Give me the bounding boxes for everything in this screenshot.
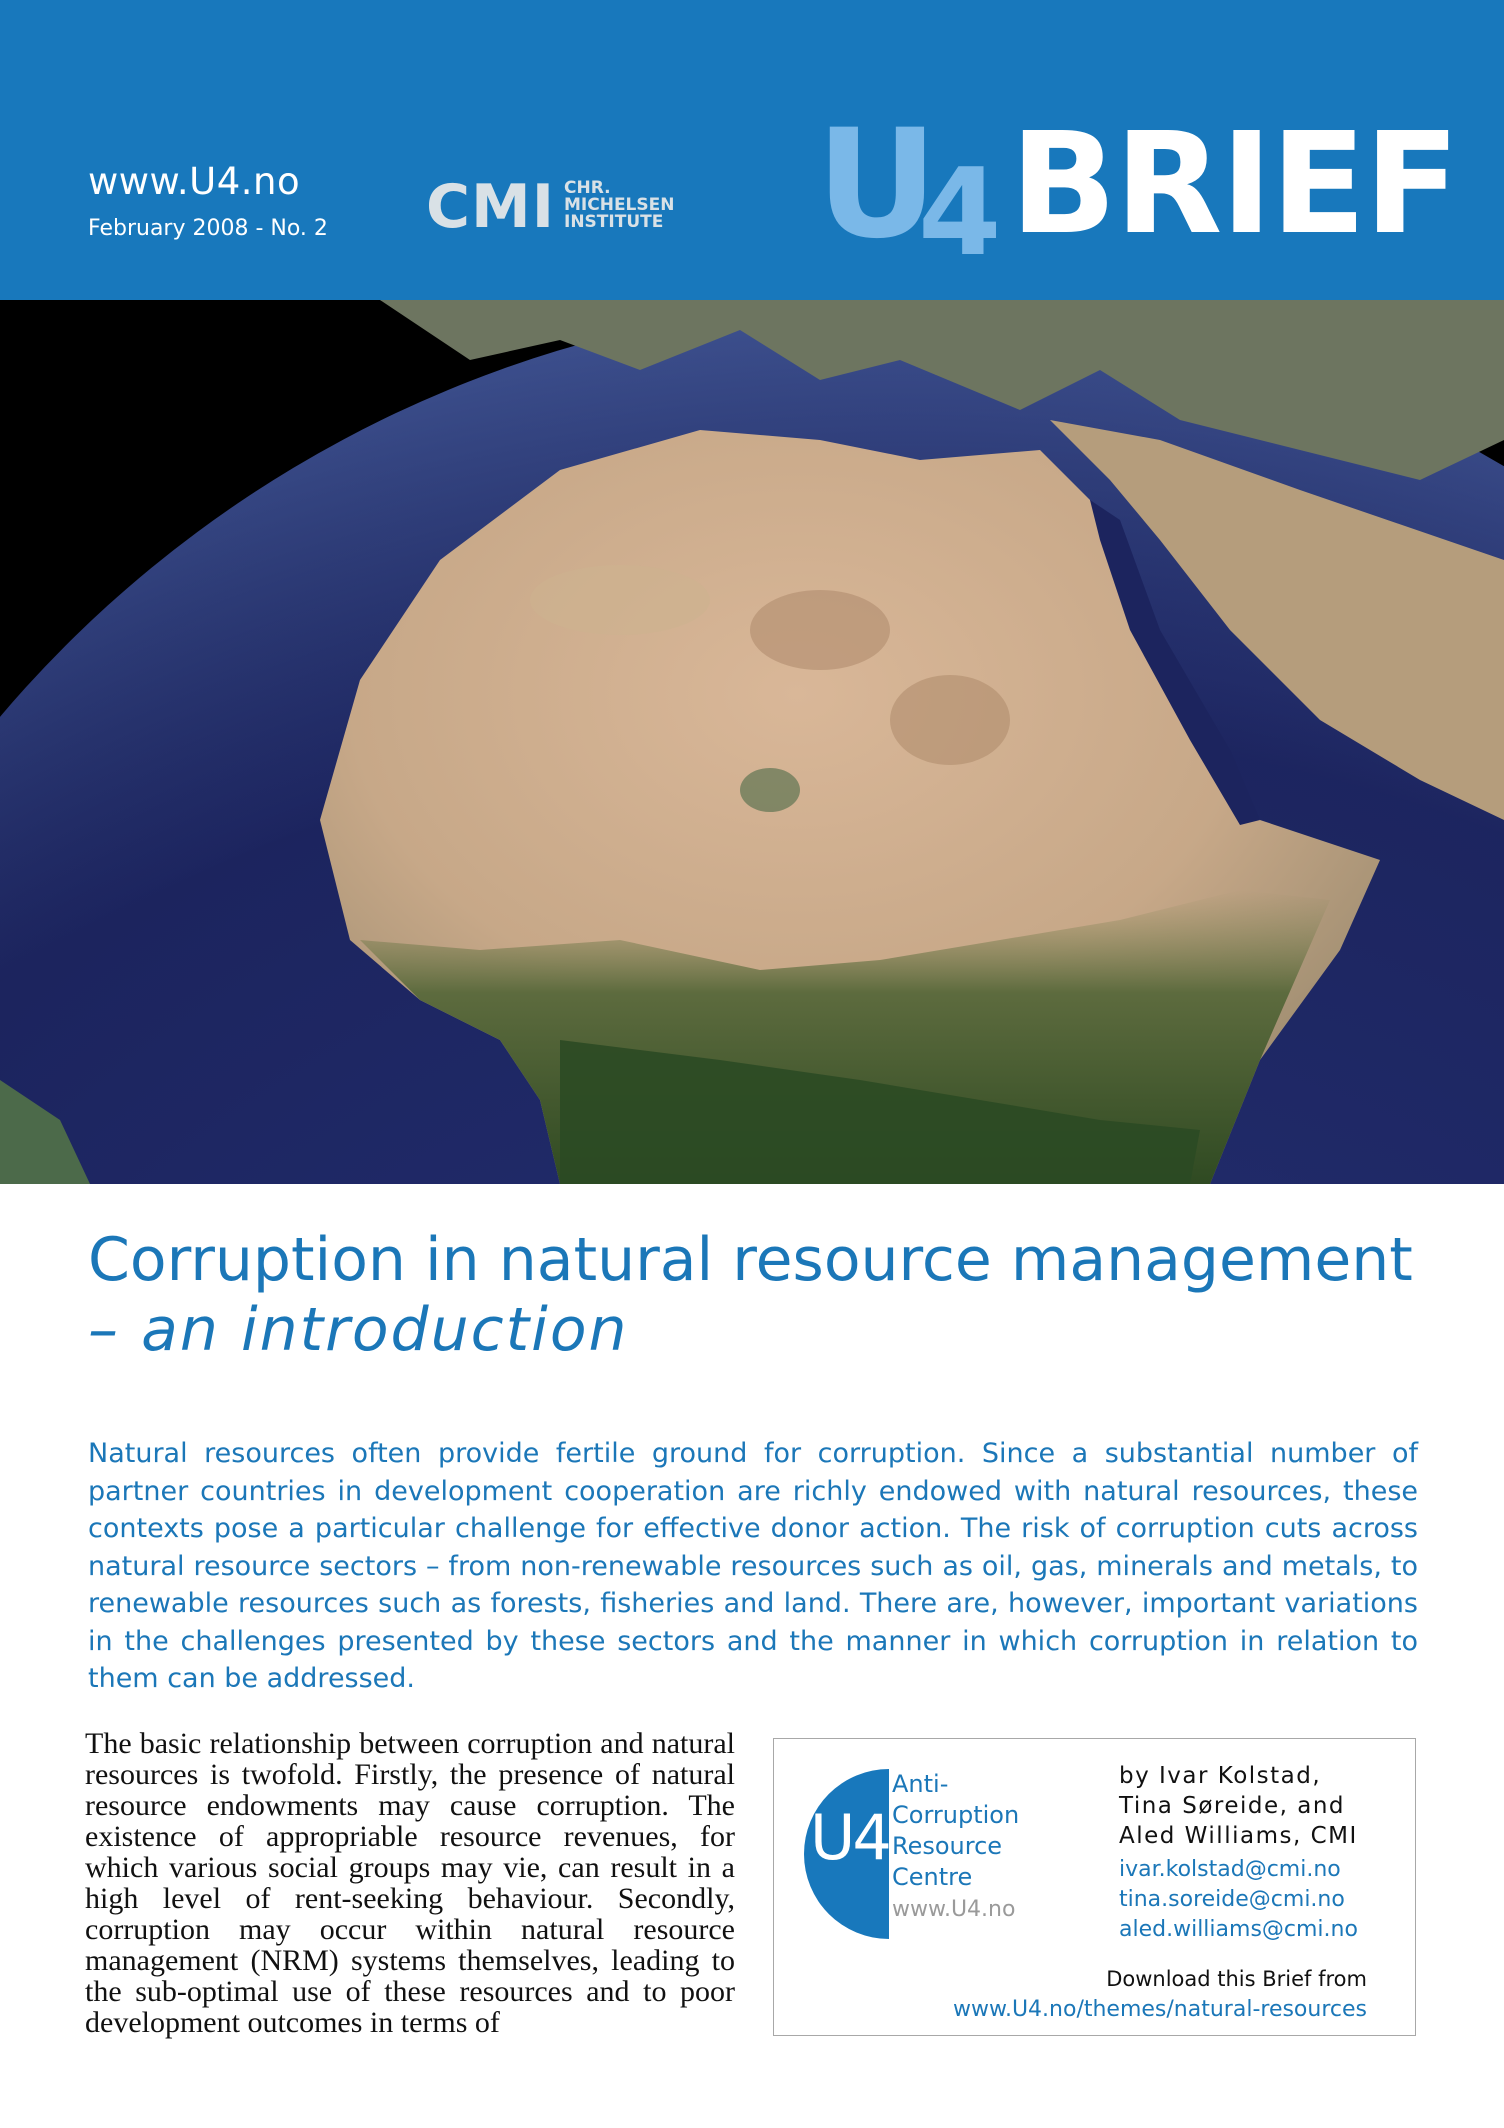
masthead xyxy=(0,0,1504,300)
u4-logo-four: 4 xyxy=(918,144,1002,283)
centre-name-line: Resource xyxy=(892,1832,1003,1860)
site-url[interactable]: www.U4.no xyxy=(88,160,301,203)
u4-logo-u: U xyxy=(816,98,938,272)
email-link[interactable]: tina.soreide@cmi.no xyxy=(1119,1887,1345,1912)
cmi-logo-mark: CMI xyxy=(426,172,556,242)
u4-logo-text: U4 xyxy=(810,1801,889,1874)
document-title xyxy=(88,1225,1468,1365)
intro-paragraph: Natural resources often provide fertile ground for corruption. Since a substantial number of partner countries in development cooperation are richly endowed with natural resources, these contexts pose a particular challenge for effective donor action. The risk of corruption cuts across natural resource sectors – from non-renewable resources such as oil, gas, minerals and metals, to renewable resources such as forests, fisheries and land. There are, however, important variations in the challenges presented by these sectors and the manner in which corruption in relation to them can be addressed. xyxy=(88,1438,1418,1694)
centre-url[interactable]: www.U4.no xyxy=(892,1897,1016,1922)
author-box xyxy=(773,1738,1416,2036)
cmi-name-line: MICHELSEN xyxy=(564,195,675,215)
email-link[interactable]: aled.williams@cmi.no xyxy=(1119,1917,1358,1942)
brief-wordmark: BRIEF xyxy=(1010,103,1458,266)
cmi-logo-name xyxy=(564,180,704,231)
centre-name-line: Centre xyxy=(892,1863,973,1891)
earth-africa-image xyxy=(0,300,1504,1184)
centre-name-line: Corruption xyxy=(892,1801,1020,1829)
body-paragraph: The basic relationship between corruption and natural resources is twofold. Firstly, the presence of natural resource endowments may cause corruption. The existence of appropriable resource revenues, for which various social groups may vie, can result in a high level of rent-seeking behaviour. Secondly, corruption may occur within natural resource management (NRM) systems themselves, leading to the sub-optimal use of these resources and to poor development outcomes in terms of xyxy=(85,1727,735,2039)
title-subtitle: – an introduction xyxy=(88,1295,629,1365)
author-line: Aled Williams, CMI xyxy=(1119,1823,1358,1849)
cmi-name-line: CHR. xyxy=(564,178,611,198)
download-label: Download this Brief from xyxy=(1106,1967,1367,1991)
title-main: Corruption in natural resource management xyxy=(88,1225,1413,1295)
author-emails xyxy=(1119,1855,1358,1945)
centre-name-line: Anti- xyxy=(892,1770,949,1798)
centre-name xyxy=(892,1769,1019,1893)
author-line: Tina Søreide, and xyxy=(1119,1793,1346,1819)
authors xyxy=(1119,1761,1358,1851)
cmi-name-line: INSTITUTE xyxy=(564,212,664,232)
author-line: by Ivar Kolstad, xyxy=(1119,1763,1322,1789)
email-link[interactable]: ivar.kolstad@cmi.no xyxy=(1119,1857,1341,1882)
download-link[interactable]: www.U4.no/themes/natural-resources xyxy=(953,1997,1367,2022)
issue-date: February 2008 - No. 2 xyxy=(88,216,328,241)
